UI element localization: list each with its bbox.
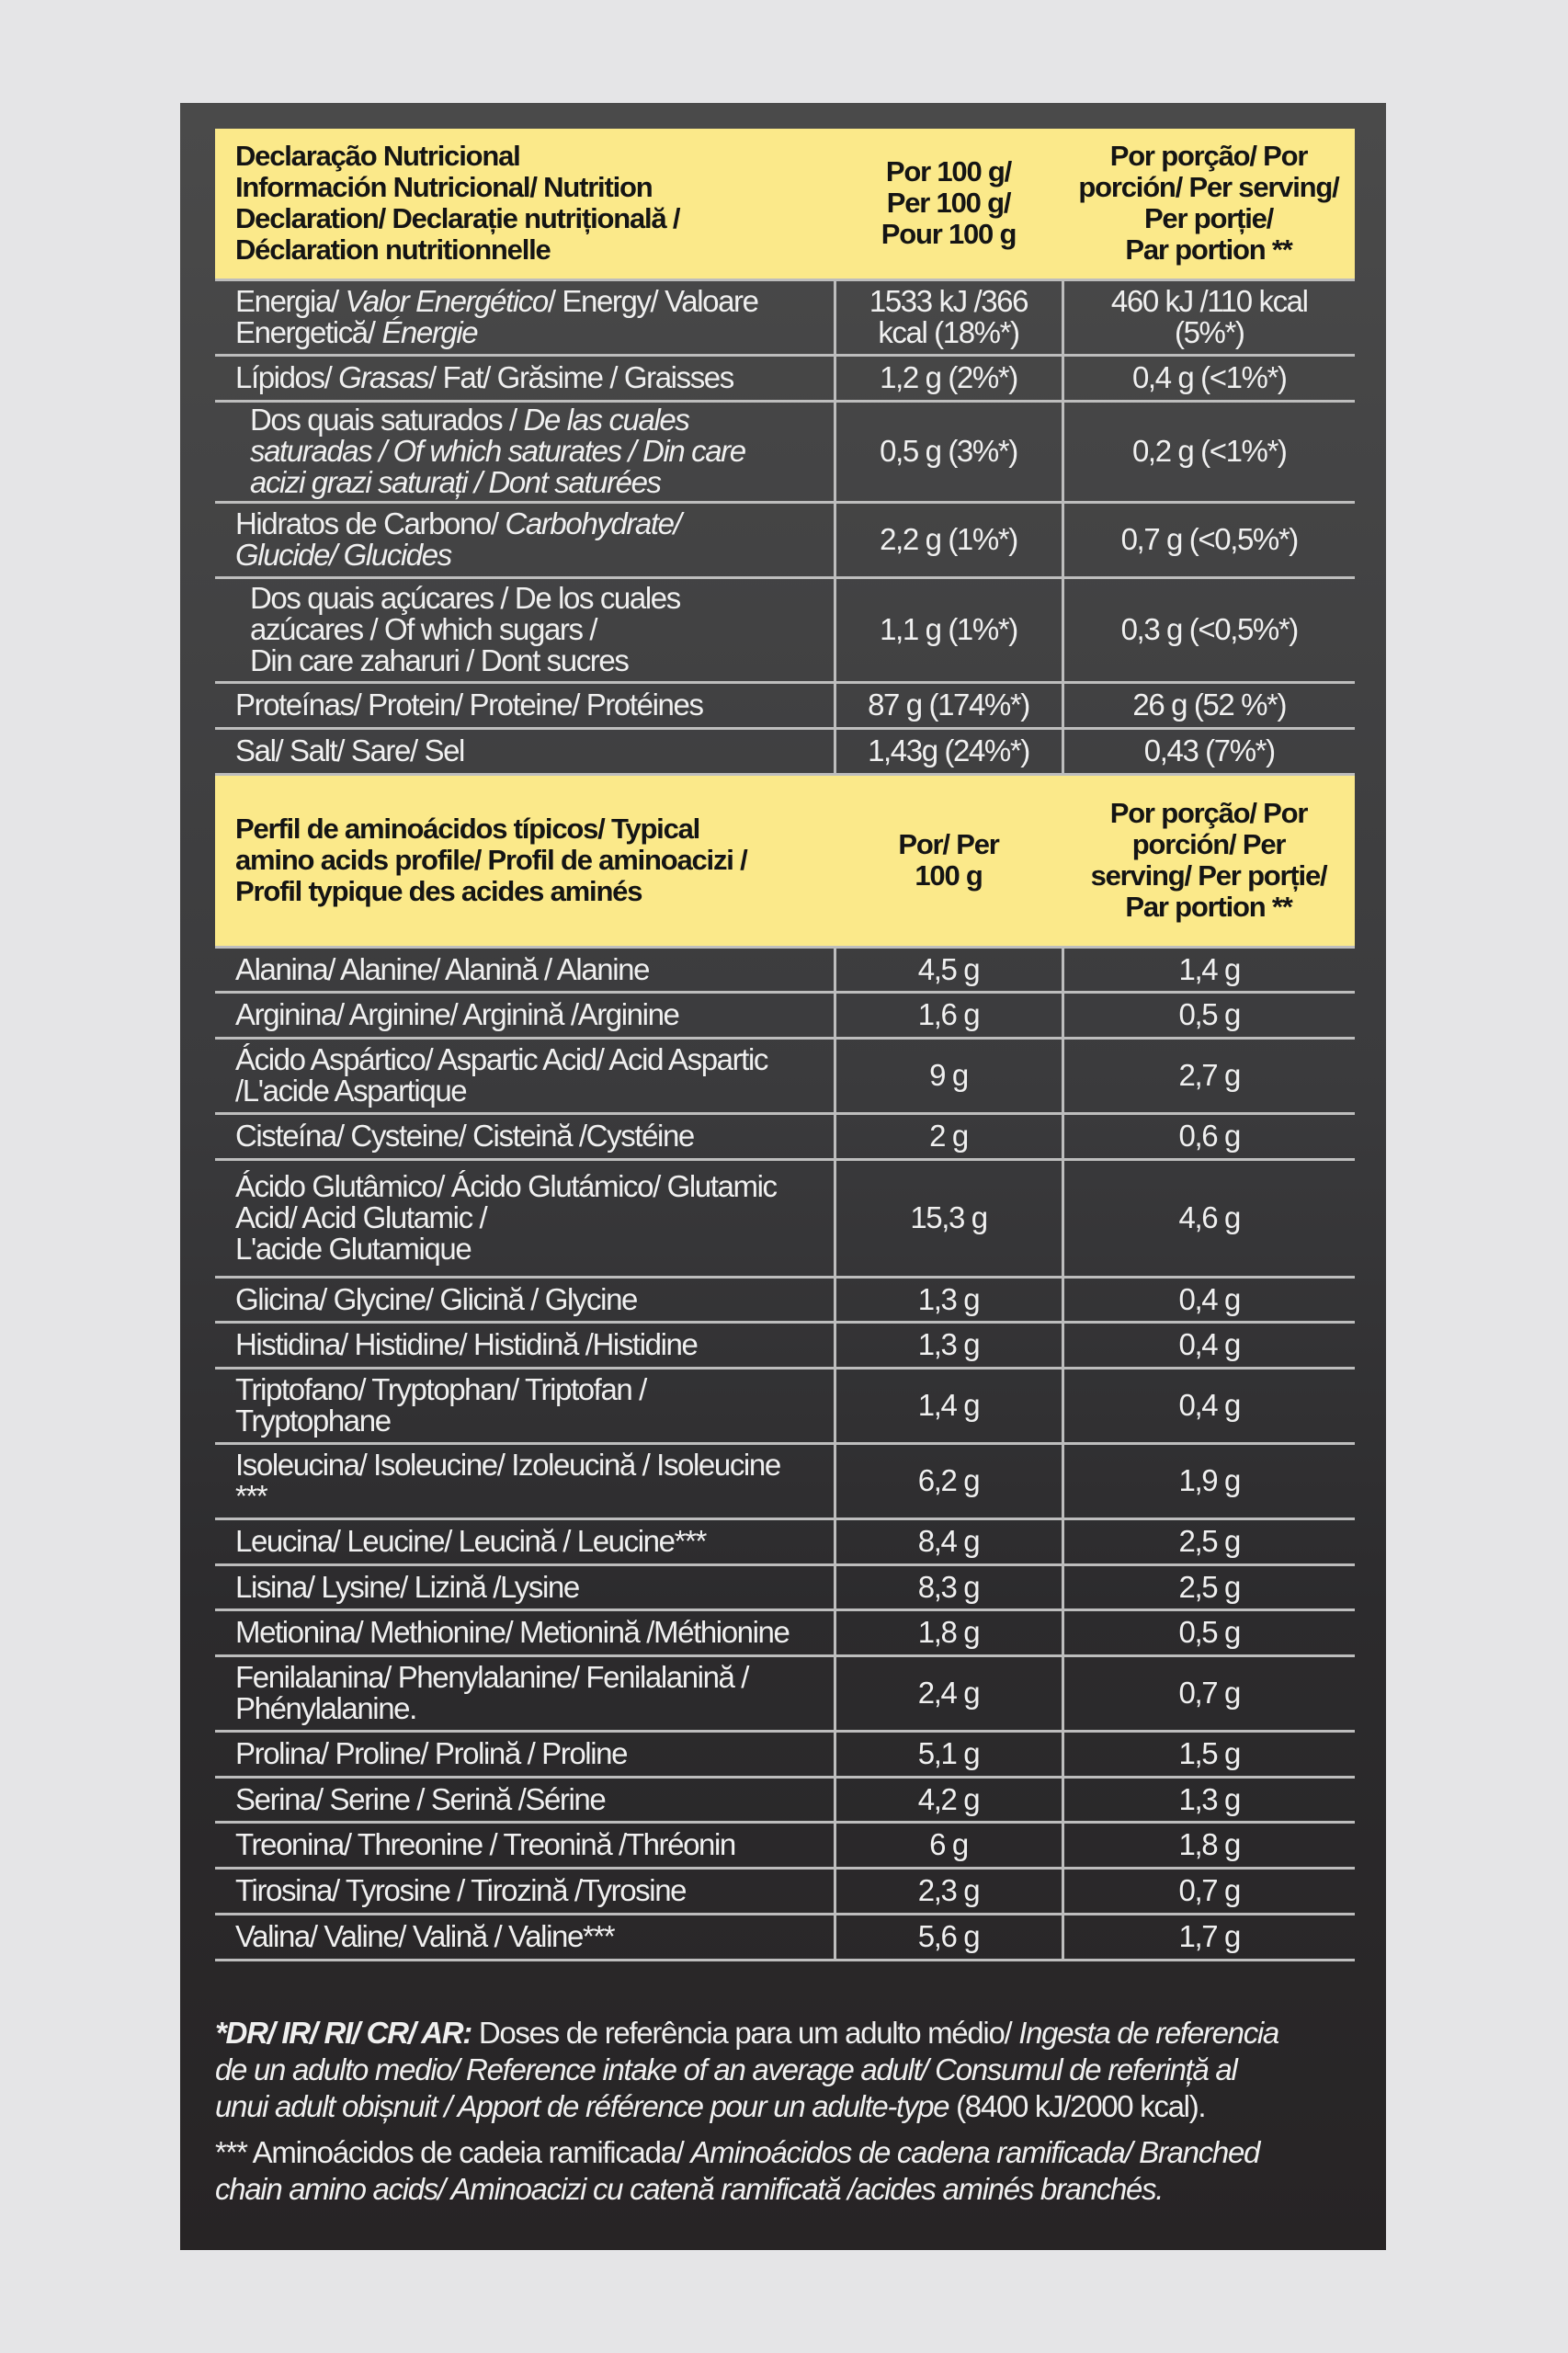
value-per-100g: 1,3 g bbox=[835, 1322, 1062, 1368]
footnote-text-3: (8400 kJ/2000 kcal). bbox=[949, 2089, 1206, 2123]
table-row bbox=[215, 279, 1355, 355]
amino-label: Lisina/ Lysine/ Lizină /Lysine bbox=[215, 1564, 835, 1609]
header-per-100g: Por/ Per 100 g bbox=[835, 774, 1062, 947]
amino-label: Histidina/ Histidine/ Histidină /Histidine bbox=[215, 1322, 835, 1368]
value-per-100g: 1,3 g bbox=[835, 1277, 1062, 1322]
value-per-100g: 5,1 g bbox=[835, 1731, 1062, 1777]
value-per-100g: 6 g bbox=[835, 1822, 1062, 1868]
value-per-100g: 4,5 g bbox=[835, 947, 1062, 992]
amino-label: Tirosina/ Tyrosine / Tirozină /Tyrosine bbox=[215, 1868, 835, 1914]
amino-label: Ácido Glutâmico/ Ácido Glutámico/ Glutamic Acid/ Acid Glutamic / L'acide Glutamique bbox=[215, 1159, 835, 1277]
value-per-serving: 0,7 g bbox=[1062, 1655, 1355, 1731]
header-per-serving: Por porção/ Por porción/ Per serving/ Per porție/ Par portion ** bbox=[1062, 129, 1355, 279]
label-part: Hidratos de Carbono/ bbox=[235, 506, 506, 540]
nutrient-label bbox=[215, 682, 835, 728]
value-per-100g: 1,8 g bbox=[835, 1609, 1062, 1655]
label-part: Valor Energético bbox=[345, 284, 548, 318]
value-per-serving: 1,8 g bbox=[1062, 1822, 1355, 1868]
table-row bbox=[215, 1368, 1355, 1443]
header-per-serving: Por porção/ Por porción/ Per serving/ Per porție/ Par portion ** bbox=[1062, 774, 1355, 947]
table-row bbox=[215, 1518, 1355, 1564]
value-per-100g: 87 g (174%*) bbox=[835, 682, 1062, 728]
value-per-serving: 0,4 g bbox=[1062, 1368, 1355, 1443]
value-per-serving: 2,5 g bbox=[1062, 1518, 1355, 1564]
table-row bbox=[215, 1914, 1355, 1960]
value-per-serving: 0,4 g bbox=[1062, 1277, 1355, 1322]
amino-label: Glicina/ Glycine/ Glicină / Glycine bbox=[215, 1277, 835, 1322]
value-per-100g: 2 g bbox=[835, 1113, 1062, 1159]
value-per-100g: 9 g bbox=[835, 1038, 1062, 1113]
value-per-serving: 1,4 g bbox=[1062, 947, 1355, 992]
table-row bbox=[215, 1777, 1355, 1822]
value-per-serving: 0,43 (7%*) bbox=[1062, 728, 1355, 774]
value-per-serving: 0,5 g bbox=[1062, 1609, 1355, 1655]
value-per-serving: 2,7 g bbox=[1062, 1038, 1355, 1113]
reference-intake-footnote bbox=[215, 2015, 1355, 2125]
table-row bbox=[215, 728, 1355, 774]
value-per-100g: 1,2 g (2%*) bbox=[835, 355, 1062, 401]
value-per-100g: 1,4 g bbox=[835, 1368, 1062, 1443]
amino-label: Treonina/ Threonine / Treonină /Thréonin bbox=[215, 1822, 835, 1868]
nutrient-label bbox=[215, 502, 835, 577]
value-per-100g: 2,4 g bbox=[835, 1655, 1062, 1731]
table-row bbox=[215, 1868, 1355, 1914]
amino-label: Alanina/ Alanine/ Alanină / Alanine bbox=[215, 947, 835, 992]
nutrient-label bbox=[215, 401, 835, 502]
table-row bbox=[215, 355, 1355, 401]
footnote-text-2: Ingesta de referencia de un adulto medio/ Reference intake of an average adult/ Consumul de referință al unui adult obișnuit / Apport de référence pour un adulte-type bbox=[215, 2016, 1278, 2123]
nutrient-label bbox=[215, 279, 835, 355]
value-per-100g: 1,43g (24%*) bbox=[835, 728, 1062, 774]
table-row bbox=[215, 577, 1355, 682]
amino-label: Triptofano/ Tryptophan/ Triptofan / Tryptophane bbox=[215, 1368, 835, 1443]
label-part: Dos quais saturados / bbox=[250, 403, 524, 437]
value-per-100g: 4,2 g bbox=[835, 1777, 1062, 1822]
label-part: Carbohydrate/ Glucide/ Glucides bbox=[235, 506, 681, 572]
value-per-serving: 0,3 g (<0,5%*) bbox=[1062, 577, 1355, 682]
amino-label: Serina/ Serine / Serină /Sérine bbox=[215, 1777, 835, 1822]
amino-label: Metionina/ Methionine/ Metionină /Méthionine bbox=[215, 1609, 835, 1655]
nutrient-label bbox=[215, 728, 835, 774]
value-per-serving: 4,6 g bbox=[1062, 1159, 1355, 1277]
label-part: Energia/ bbox=[235, 284, 346, 318]
table-row bbox=[215, 992, 1355, 1038]
value-per-100g: 6,2 g bbox=[835, 1443, 1062, 1518]
value-per-100g: 15,3 g bbox=[835, 1159, 1062, 1277]
footnote-key: *DR/ IR/ RI/ CR/ AR: bbox=[215, 2016, 472, 2050]
label-part: / Energy/ Valoare Energetică/ bbox=[235, 284, 758, 349]
value-per-serving: 2,5 g bbox=[1062, 1564, 1355, 1609]
value-per-100g: 0,5 g (3%*) bbox=[835, 401, 1062, 502]
value-per-serving: 0,7 g (<0,5%*) bbox=[1062, 502, 1355, 577]
amino-label: Valina/ Valine/ Valină / Valine*** bbox=[215, 1914, 835, 1960]
value-per-100g: 1,6 g bbox=[835, 992, 1062, 1038]
value-per-serving: 26 g (52 %*) bbox=[1062, 682, 1355, 728]
table-row bbox=[215, 947, 1355, 992]
amino-label: Prolina/ Proline/ Prolină / Proline bbox=[215, 1731, 835, 1777]
label-part: Lípidos/ bbox=[235, 360, 339, 394]
value-per-serving: 460 kJ /110 kcal (5%*) bbox=[1062, 279, 1355, 355]
amino-label: Fenilalanina/ Phenylalanine/ Fenilalanină / Phénylalanine. bbox=[215, 1655, 835, 1731]
header-per-100g: Por 100 g/ Per 100 g/ Pour 100 g bbox=[835, 129, 1062, 279]
value-per-serving: 0,5 g bbox=[1062, 992, 1355, 1038]
value-per-100g: 2,2 g (1%*) bbox=[835, 502, 1062, 577]
table-row bbox=[215, 502, 1355, 577]
value-per-serving: 0,4 g (<1%*) bbox=[1062, 355, 1355, 401]
label-part: De las cuales saturadas / Of which saturates / Din care acizi grazi saturați / Dont saturées bbox=[250, 403, 745, 499]
value-per-serving: 0,2 g (<1%*) bbox=[1062, 401, 1355, 502]
table-row bbox=[215, 1655, 1355, 1731]
nutrient-label bbox=[215, 355, 835, 401]
table-row bbox=[215, 1731, 1355, 1777]
nutrient-label bbox=[215, 577, 835, 682]
table-row bbox=[215, 401, 1355, 502]
table-row bbox=[215, 1609, 1355, 1655]
amino-label: Arginina/ Arginine/ Arginină /Arginine bbox=[215, 992, 835, 1038]
value-per-100g: 1,1 g (1%*) bbox=[835, 577, 1062, 682]
table-row bbox=[215, 1564, 1355, 1609]
amino-label: Cisteína/ Cysteine/ Cisteină /Cystéine bbox=[215, 1113, 835, 1159]
value-per-100g: 1533 kJ /366 kcal (18%*) bbox=[835, 279, 1062, 355]
amino-label: Ácido Aspártico/ Aspartic Acid/ Acid Aspartic /L'acide Aspartique bbox=[215, 1038, 835, 1113]
label-part: Grasas bbox=[338, 360, 429, 394]
header-label: Perfil de aminoácidos típicos/ Typical amino acids profile/ Profil de aminoacizi / Profil typique des acides aminés bbox=[215, 774, 835, 947]
nutrition-table bbox=[215, 129, 1355, 1961]
table-row bbox=[215, 1159, 1355, 1277]
header-label: Declaração Nutricional Información Nutricional/ Nutrition Declaration/ Declarație nutrițională / Déclaration nutritionnelle bbox=[215, 129, 835, 279]
table-row bbox=[215, 1322, 1355, 1368]
table-row bbox=[215, 1277, 1355, 1322]
bcaa-footnote bbox=[215, 2134, 1355, 2208]
amino-header-row bbox=[215, 774, 1355, 947]
label-part: Dos quais açúcares / De los cuales azúcares / Of which sugars / Din care zaharuri / Dont sucres bbox=[250, 581, 680, 677]
table-row bbox=[215, 682, 1355, 728]
value-per-100g: 8,4 g bbox=[835, 1518, 1062, 1564]
value-per-serving: 1,7 g bbox=[1062, 1914, 1355, 1960]
nutrition-header-row bbox=[215, 129, 1355, 279]
table-row bbox=[215, 1822, 1355, 1868]
value-per-serving: 1,5 g bbox=[1062, 1731, 1355, 1777]
bcaa-text-2: Aminoácidos de cadena ramificada/ Branched chain amino acids/ Aminoacizi cu catenă ramificată /acides aminés branchés. bbox=[215, 2135, 1260, 2206]
table-row bbox=[215, 1443, 1355, 1518]
value-per-100g: 2,3 g bbox=[835, 1868, 1062, 1914]
bcaa-text-1: *** Aminoácidos de cadeia ramificada/ bbox=[215, 2135, 691, 2169]
value-per-serving: 1,9 g bbox=[1062, 1443, 1355, 1518]
value-per-100g: 5,6 g bbox=[835, 1914, 1062, 1960]
label-part: Sal/ Salt/ Sare/ Sel bbox=[235, 733, 464, 767]
amino-label: Isoleucina/ Isoleucine/ Izoleucină / Isoleucine *** bbox=[215, 1443, 835, 1518]
value-per-serving: 0,4 g bbox=[1062, 1322, 1355, 1368]
footnote-text-1: Doses de referência para um adulto médio/ bbox=[471, 2016, 1019, 2050]
value-per-serving: 0,7 g bbox=[1062, 1868, 1355, 1914]
amino-label: Leucina/ Leucine/ Leucină / Leucine*** bbox=[215, 1518, 835, 1564]
label-part: Proteínas/ Protein/ Proteine/ Protéines bbox=[235, 688, 703, 722]
label-part: / Fat/ Grăsime / Graisses bbox=[428, 360, 733, 394]
value-per-serving: 1,3 g bbox=[1062, 1777, 1355, 1822]
value-per-100g: 8,3 g bbox=[835, 1564, 1062, 1609]
value-per-serving: 0,6 g bbox=[1062, 1113, 1355, 1159]
table-row bbox=[215, 1038, 1355, 1113]
table-row bbox=[215, 1113, 1355, 1159]
label-part: Énergie bbox=[381, 315, 478, 349]
nutrition-label-panel bbox=[180, 103, 1386, 2250]
